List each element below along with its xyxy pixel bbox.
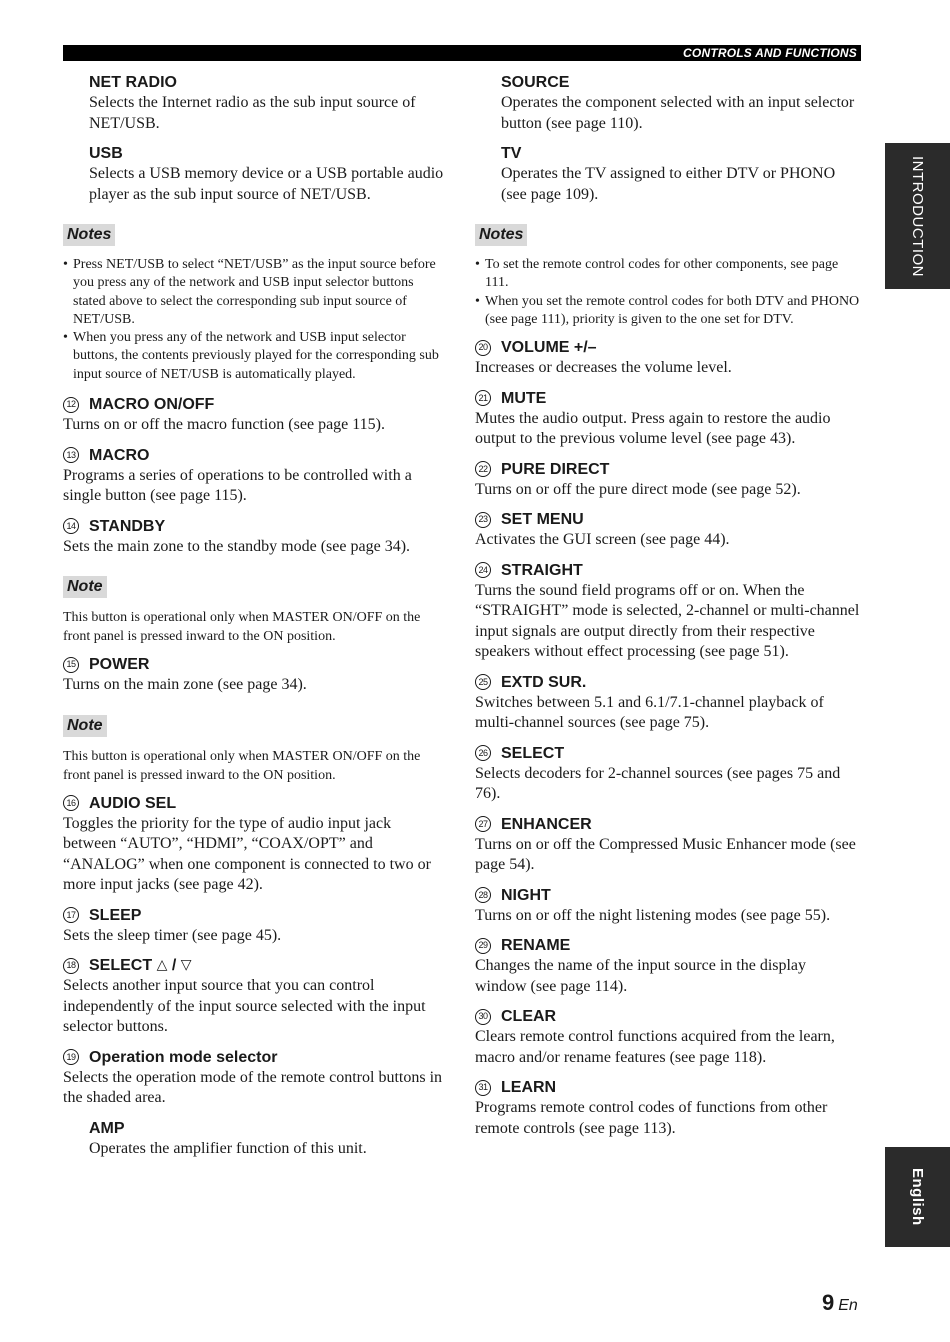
item-number: 31 <box>475 1080 491 1096</box>
net-radio-desc: Selects the Internet radio as the sub input source of NET/USB. <box>89 94 416 132</box>
item-desc: Switches between 5.1 and 6.1/7.1-channel playback of multi-channel sources (see page 75). <box>475 693 824 732</box>
item-desc: Selects decoders for 2-channel sources (see pages 75 and 76). <box>475 764 841 803</box>
side-tab-english-label: English <box>909 1168 926 1226</box>
item-title: MACRO ON/OFF <box>89 396 215 414</box>
note-item: • When you press any of the network and USB input selector buttons, the contents previously played for the corresponding sub input source of NET/USB is automatically played. <box>63 329 445 384</box>
item-title: POWER <box>89 656 150 674</box>
item-night <box>475 885 860 927</box>
note-text: This button is operational only when MASTER ON/OFF on the front panel is pressed inward to the ON position. <box>63 748 421 783</box>
select-separator: / <box>171 957 177 975</box>
item-number: 16 <box>63 795 79 811</box>
note-item: • Press NET/USB to select “NET/USB” as the input source before you press any of the network and USB input selector buttons stated above to select the corresponding sub input source of NET/USB. <box>63 256 445 329</box>
item-number: 29 <box>475 938 491 954</box>
item-power <box>63 654 445 696</box>
item-select <box>475 743 860 805</box>
item-title: SLEEP <box>89 906 142 924</box>
item-operation-mode-selector <box>63 1047 445 1109</box>
side-tab-introduction-label: INTRODUCTION <box>909 155 926 277</box>
item-sleep <box>63 905 445 947</box>
item-macro <box>63 445 445 507</box>
item-title: MUTE <box>501 389 547 407</box>
page-number-value: 9 <box>822 1290 835 1315</box>
tv-title: TV <box>501 145 522 162</box>
triangle-down-icon: ▽ <box>180 957 192 974</box>
item-standby <box>63 516 445 558</box>
item-desc: Turns the sound field programs off or on. When the “STRAIGHT” mode is selected, 2-channel or multi-channel input signals are output directly from their respective speakers without effect processing (see page 51). <box>475 581 860 661</box>
item-clear <box>475 1006 860 1068</box>
item-desc: Turns on or off the night listening modes (see page 55). <box>475 906 831 924</box>
amp-title: AMP <box>89 1119 125 1137</box>
item-title: NIGHT <box>501 886 551 904</box>
item-number: 24 <box>475 562 491 578</box>
item-number: 14 <box>63 518 79 534</box>
item-title: LEARN <box>501 1079 557 1097</box>
item-number: 28 <box>475 887 491 903</box>
note-item: • To set the remote control codes for other components, see page 111. <box>475 256 860 293</box>
source-section <box>475 72 860 134</box>
item-enhancer <box>475 814 860 876</box>
item-title: ENHANCER <box>501 815 592 833</box>
item-number: 30 <box>475 1009 491 1025</box>
side-tab-english[interactable] <box>885 1147 950 1247</box>
item-desc: Selects the operation mode of the remote control buttons in the shaded area. <box>63 1068 443 1107</box>
item-title: MACRO <box>89 446 150 464</box>
usb-desc: Selects a USB memory device or a USB portable audio player as the sub input source of NET/USB. <box>89 165 444 203</box>
item-number: 22 <box>475 461 491 477</box>
net-radio-title: NET RADIO <box>89 74 177 91</box>
item-volume <box>475 337 860 379</box>
page-language-suffix: En <box>838 1297 858 1314</box>
tv-section <box>475 143 860 205</box>
item-title: RENAME <box>501 937 571 955</box>
item-desc: Sets the sleep timer (see page 45). <box>63 926 282 944</box>
side-tab-introduction[interactable] <box>885 143 950 289</box>
item-desc: Toggles the priority for the type of audio input jack between “AUTO”, “HDMI”, “COAX/OPT” and “ANALOG” when one component is connected to two or more input jacks (see page 42). <box>63 814 431 894</box>
item-title: PURE DIRECT <box>501 460 610 478</box>
item-title: SET MENU <box>501 511 584 529</box>
notes-list <box>475 256 860 329</box>
item-learn <box>475 1077 860 1139</box>
item-desc: Clears remote control functions acquired from the learn, macro and/or rename features (see page 118). <box>475 1028 835 1066</box>
item-title: AUDIO SEL <box>89 794 177 812</box>
item-extd-sur <box>475 672 860 734</box>
item-title: STANDBY <box>89 517 166 535</box>
note-item: • When you set the remote control codes for both DTV and PHONO (see page 111), priority is given to the one set for DTV. <box>475 293 860 330</box>
item-desc: Sets the main zone to the standby mode (see page 34). <box>63 537 411 555</box>
page-number <box>822 1290 858 1316</box>
notes-list <box>63 256 445 384</box>
tv-desc: Operates the TV assigned to either DTV or PHONO (see page 109). <box>501 165 836 203</box>
usb-title: USB <box>89 145 123 162</box>
notes-label: Notes <box>63 224 115 246</box>
source-title: SOURCE <box>501 74 570 91</box>
item-title: Operation mode selector <box>89 1048 278 1066</box>
item-desc: Selects another input source that you can control independently of the input source selected with the input selector buttons. <box>63 977 426 1036</box>
item-number: 26 <box>475 745 491 761</box>
item-number: 25 <box>475 674 491 690</box>
item-number: 17 <box>63 907 79 923</box>
item-title: EXTD SUR. <box>501 673 587 691</box>
item-number: 15 <box>63 657 79 673</box>
item-title: STRAIGHT <box>501 561 583 579</box>
item-desc: Turns on or off the macro function (see page 115). <box>63 416 385 434</box>
item-desc: Programs remote control codes of functions from other remote controls (see page 113). <box>475 1099 828 1137</box>
section-header-bar <box>63 45 861 61</box>
item-audio-sel <box>63 793 445 896</box>
item-number: 13 <box>63 447 79 463</box>
item-number: 21 <box>475 390 491 406</box>
left-column <box>63 72 445 1168</box>
item-pure-direct <box>475 459 860 501</box>
item-mute <box>475 388 860 450</box>
right-column <box>475 72 860 1148</box>
net-radio-section <box>63 72 445 134</box>
item-number: 12 <box>63 397 79 413</box>
item-number: 27 <box>475 816 491 832</box>
item-desc: Activates the GUI screen (see page 44). <box>475 531 730 549</box>
triangle-up-icon: △ <box>156 957 168 974</box>
item-title: SELECT <box>89 957 153 975</box>
amp-desc: Operates the amplifier function of this unit. <box>89 1139 367 1157</box>
item-desc: Mutes the audio output. Press again to restore the audio output to the previous volume level (see page 43). <box>475 409 831 448</box>
item-desc: Turns on or off the pure direct mode (see page 52). <box>475 480 801 498</box>
item-select-up-down <box>63 955 445 1038</box>
item-set-menu <box>475 509 860 551</box>
note-label: Note <box>63 576 107 598</box>
note-text: This button is operational only when MASTER ON/OFF on the front panel is pressed inward to the ON position. <box>63 610 421 645</box>
item-title: VOLUME +/– <box>501 339 597 357</box>
item-macro-on-off <box>63 394 445 436</box>
item-desc: Changes the name of the input source in the display window (see page 114). <box>475 957 807 995</box>
item-number: 20 <box>475 340 491 356</box>
amp-section <box>63 1118 445 1160</box>
item-desc: Turns on the main zone (see page 34). <box>63 676 307 694</box>
item-desc: Turns on or off the Compressed Music Enhancer mode (see page 54). <box>475 835 856 874</box>
item-desc: Increases or decreases the volume level. <box>475 359 732 377</box>
item-number: 18 <box>63 958 79 974</box>
item-title: SELECT <box>501 744 565 762</box>
item-desc: Programs a series of operations to be controlled with a single button (see page 115). <box>63 466 412 505</box>
usb-section <box>63 143 445 205</box>
source-desc: Operates the component selected with an input selector button (see page 110). <box>501 94 855 132</box>
item-number: 19 <box>63 1049 79 1065</box>
item-title: CLEAR <box>501 1008 557 1026</box>
item-number: 23 <box>475 512 491 528</box>
notes-label: Notes <box>475 224 527 246</box>
item-rename <box>475 935 860 997</box>
item-straight <box>475 560 860 663</box>
section-title: CONTROLS AND FUNCTIONS <box>683 46 857 60</box>
note-label: Note <box>63 715 107 737</box>
